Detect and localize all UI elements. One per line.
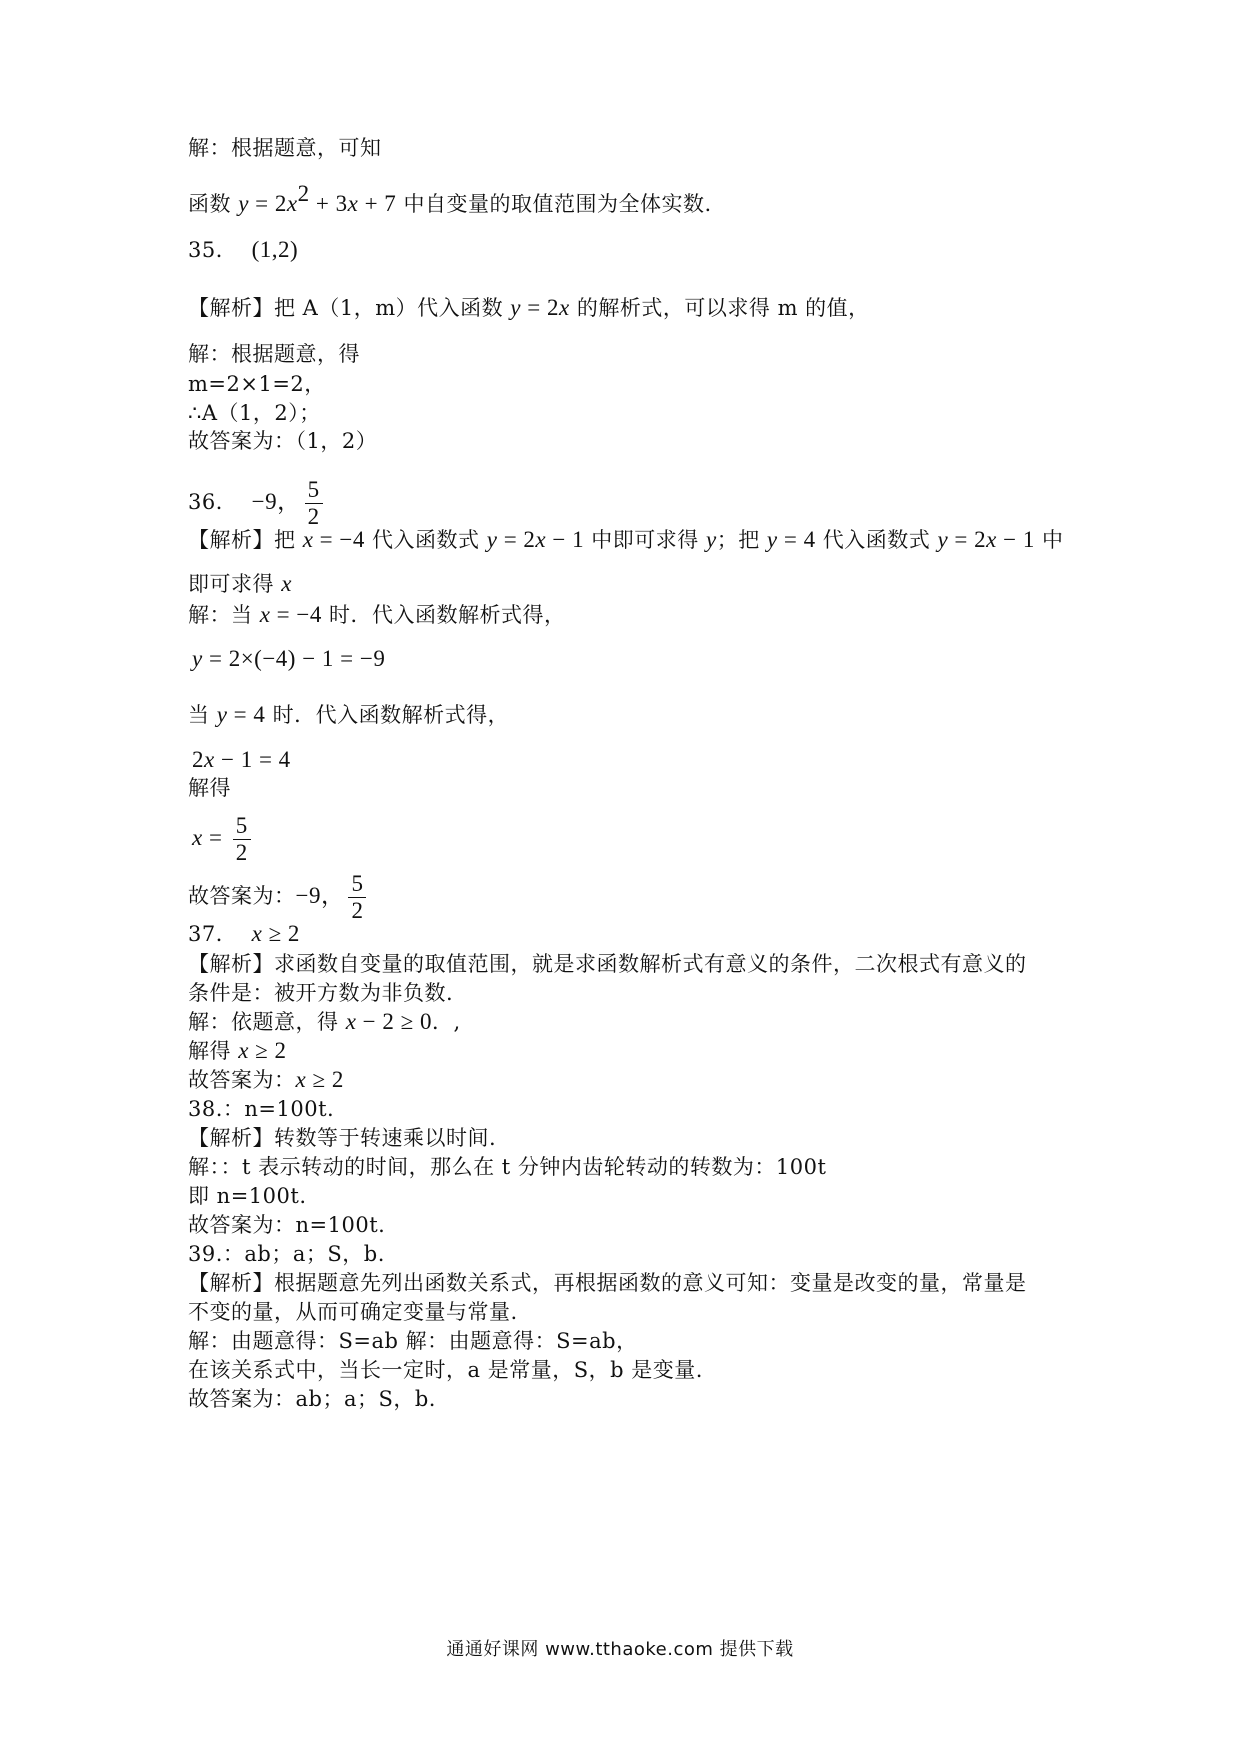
text-line	[188, 979, 453, 1007]
text-line	[188, 134, 382, 162]
math: = 4	[227, 702, 266, 727]
text: 解：根据题意，得	[188, 342, 360, 366]
math: = 2	[948, 527, 987, 552]
text: 函数	[188, 192, 239, 216]
text: 【解析】把	[188, 528, 303, 552]
math: ≥ 2	[248, 1038, 287, 1063]
text: 中即可求得	[584, 528, 706, 552]
text-line	[188, 1327, 638, 1355]
text-line	[188, 1153, 826, 1181]
math-var: y	[486, 527, 498, 552]
math-var: y	[216, 702, 228, 727]
text-line	[188, 601, 566, 629]
text: 解：：t 表示转动的时间，那么在 t 分钟内齿轮转动的转数为：100t	[188, 1155, 827, 1179]
text-line	[188, 1269, 1027, 1297]
math-var: x	[204, 747, 215, 772]
math: = 2	[521, 295, 559, 320]
math-var: x	[302, 527, 314, 552]
text-line	[188, 1298, 518, 1326]
text: 代入函数式	[815, 528, 938, 552]
text: 中自变量的取值范围为全体实数.	[396, 192, 712, 216]
text: 解得	[188, 1039, 239, 1063]
math: 2	[192, 747, 204, 772]
math-var: y	[705, 527, 717, 552]
question-36-explanation	[188, 526, 1064, 554]
math: − 1 = 4	[214, 747, 291, 772]
math-var: x	[295, 1067, 307, 1092]
question-35-answer	[188, 236, 298, 264]
solution-text: 解：根据题意，可知	[188, 136, 382, 160]
math-var: x	[281, 571, 292, 596]
math: = −4	[270, 602, 322, 627]
text-line	[188, 701, 509, 729]
math-var: x	[559, 295, 570, 320]
equation-line	[192, 645, 385, 673]
math: = −4	[313, 527, 365, 552]
text: 39.：ab；a；S，b.	[188, 1242, 385, 1266]
text-line	[188, 1182, 307, 1210]
text: 时．代入函数解析式得，	[321, 603, 566, 627]
question-number: 36．	[188, 490, 238, 514]
text: m=2×1=2，	[188, 372, 326, 396]
fraction-denominator: 2	[351, 898, 364, 923]
text-line	[188, 1356, 703, 1384]
text: 当	[188, 703, 217, 727]
math: = 2×(−4) − 1 = −9	[202, 646, 386, 671]
math-var: x	[192, 825, 203, 850]
math: − 2 ≥ 0	[356, 1009, 433, 1034]
text: 解：依题意，得	[188, 1010, 346, 1034]
text: 中	[1034, 528, 1064, 552]
text: 解：当	[188, 603, 260, 627]
question-number: 37．	[188, 922, 238, 946]
math: ≥ 2	[262, 921, 300, 946]
text: ．,	[432, 1010, 461, 1034]
math-var: x	[259, 602, 271, 627]
text: 代入函数式	[364, 528, 487, 552]
text-line	[188, 180, 712, 218]
math-var: y	[937, 527, 949, 552]
text-line	[188, 399, 321, 427]
fraction-denominator: 2	[235, 840, 248, 865]
text-line	[188, 1211, 385, 1239]
text: 解：由题意得：S=ab 解：由题意得：S=ab，	[188, 1329, 638, 1353]
text-line	[188, 427, 377, 455]
page-footer: 通通好课网 www.tthaoke.com 提供下载	[446, 1639, 794, 1660]
question-39-answer	[188, 1240, 385, 1268]
text: 【解析】把 A（1，m）代入函数	[188, 296, 511, 320]
math-var: x	[345, 1009, 357, 1034]
math-var: x	[986, 527, 997, 552]
fraction-denominator: 2	[307, 504, 320, 529]
text: 不变的量，从而可确定变量与常量.	[188, 1300, 518, 1324]
math-var: y	[510, 295, 522, 320]
math-var: x	[238, 1038, 249, 1063]
equation-line	[192, 746, 291, 774]
text: 故答案为：（1，2）	[188, 429, 378, 453]
text: ∴A（1，2）；	[188, 401, 321, 425]
text-line	[188, 774, 231, 802]
text-line	[188, 1008, 461, 1036]
text: 故答案为：ab；a；S，b.	[188, 1387, 436, 1411]
fraction-numerator: 5	[305, 477, 323, 504]
fraction	[348, 871, 366, 924]
math-var: y	[192, 646, 203, 671]
text-line	[188, 1385, 436, 1413]
math: + 7	[358, 191, 397, 216]
text: 在该关系式中，当长一定时，a 是常量，S，b 是变量.	[188, 1358, 703, 1382]
math-var: y	[238, 191, 249, 216]
math: ≥ 2	[306, 1067, 344, 1092]
text-line	[188, 340, 360, 368]
text: 【解析】根据题意先列出函数关系式，再根据函数的意义可知：变量是改变的量，常量是	[188, 1271, 1027, 1295]
fraction	[305, 477, 323, 530]
answer: (1,2)	[251, 237, 299, 262]
text-line	[188, 570, 292, 598]
math-var: y	[766, 527, 778, 552]
math: + 3	[309, 191, 348, 216]
question-36-answer	[188, 472, 327, 532]
text: 故答案为：n=100t.	[188, 1213, 386, 1237]
math-var: x	[347, 191, 359, 216]
question-number: 35．	[188, 238, 238, 262]
text-line	[188, 1066, 344, 1094]
math-var: x	[251, 921, 263, 946]
equation-line	[192, 808, 255, 868]
math-var: x	[286, 191, 298, 216]
math: −9，	[295, 883, 345, 908]
text: 【解析】转数等于转速乘以时间.	[188, 1126, 497, 1150]
math-var: x	[535, 527, 547, 552]
text: 故答案为：	[188, 884, 296, 908]
text-line	[188, 950, 1027, 978]
answer: −9，	[251, 489, 301, 514]
question-38-answer	[188, 1095, 334, 1123]
question-35-explanation	[188, 294, 870, 322]
text: 即 n=100t.	[188, 1184, 307, 1208]
question-37-answer	[188, 920, 300, 948]
text: 条件是：被开方数为非负数.	[188, 981, 454, 1005]
text-line	[188, 866, 370, 926]
math: = 2	[248, 191, 287, 216]
text-line	[188, 370, 326, 398]
text: 【解析】求函数自变量的取值范围，就是求函数解析式有意义的条件，二次根式有意义的	[188, 952, 1027, 976]
text: 故答案为：	[188, 1068, 296, 1092]
text: 即可求得	[188, 572, 282, 596]
text-line	[188, 1037, 287, 1065]
text: 时．代入函数解析式得，	[265, 703, 510, 727]
fraction-numerator: 5	[233, 813, 251, 840]
math: = 4	[777, 527, 816, 552]
fraction	[233, 813, 251, 866]
text: 的解析式，可以求得 m 的值，	[569, 296, 870, 320]
text: ；把	[716, 528, 767, 552]
fraction-numerator: 5	[348, 871, 366, 898]
math: =	[202, 825, 229, 850]
text: 38.：n=100t.	[188, 1097, 335, 1121]
text: 解得	[188, 776, 231, 800]
math: = 2	[497, 527, 536, 552]
math: − 1	[996, 527, 1035, 552]
text-line	[188, 1124, 496, 1152]
math: − 1	[546, 527, 585, 552]
math-exponent: 2	[297, 181, 310, 206]
